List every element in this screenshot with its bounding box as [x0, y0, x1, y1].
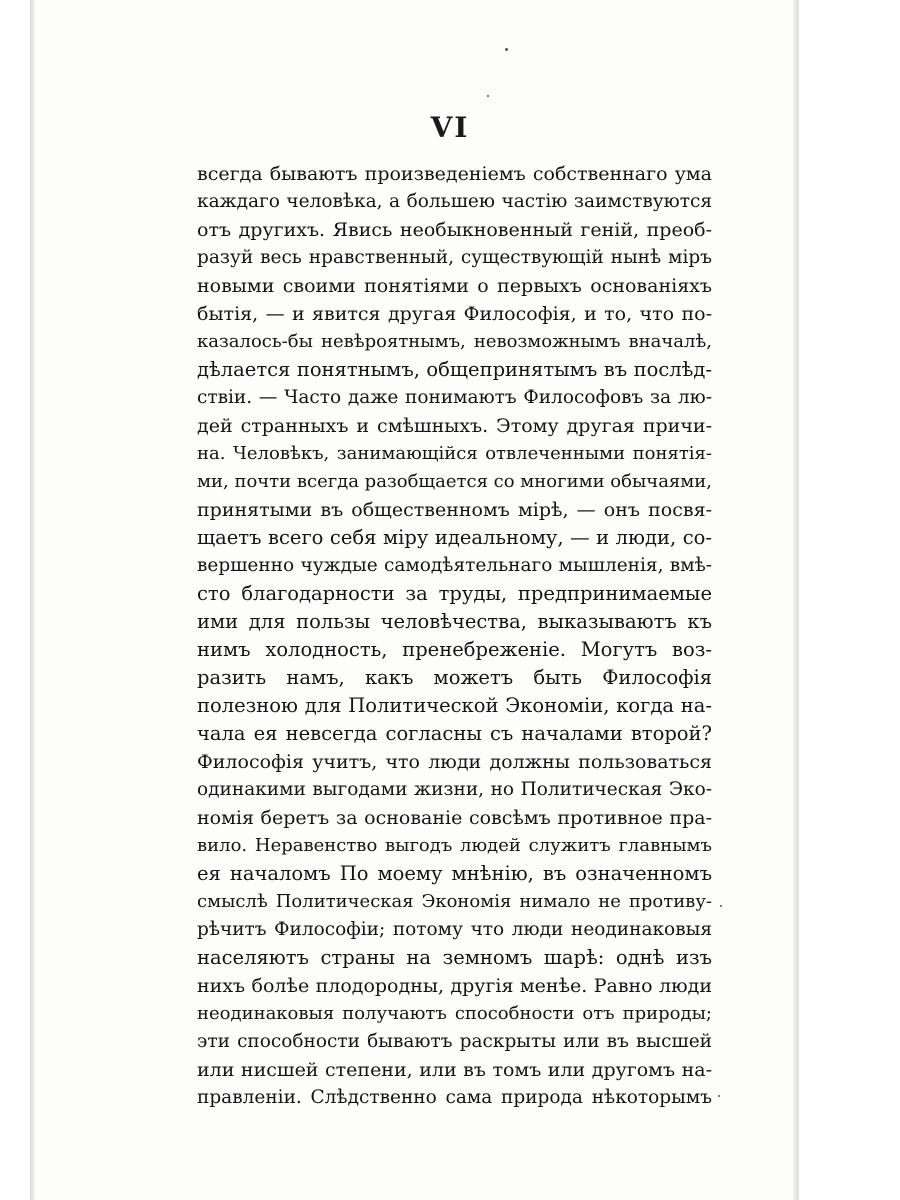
text-line: населяютъ страны на земномъ шарѣ: однѣ изъ [197, 946, 712, 969]
page-number: VI [430, 111, 470, 144]
text-line: новыми своими понятіями о первыхъ основаніяхъ [197, 275, 712, 297]
text-line: чала ея невсегда согласны съ началами второй? [197, 722, 712, 745]
text-line: разуй весь нравственный, существующій нынѣ міръ [197, 247, 712, 268]
text-line: эти способности бываютъ раскрыты или въ высшей [197, 1031, 712, 1052]
text-line: сто благодарности за труды, предпринимаемые [197, 582, 712, 605]
text-line: дей странныхъ и смѣшныхъ. Этому другая причи- [197, 415, 712, 437]
text-line: правленіи. Слѣдственно сама природа нѣкоторымъ [197, 1087, 712, 1108]
text-line: смыслѣ Политическая Экономія нимало не противу- [197, 891, 712, 912]
text-line: рѣчитъ Философіи; потому что люди неодинаковыя [197, 919, 712, 940]
text-line: ими для пользы человѣчества, выказываютъ къ [197, 610, 712, 633]
text-line: каждаго человѣка, а большею частію заимствуются [197, 191, 712, 212]
text-line: щаетъ всего себя міру идеальному, — и люди, со- [197, 526, 712, 549]
text-line: дѣлается понятнымъ, общепринятымъ въ послѣд- [197, 358, 712, 381]
text-line: номія беретъ за основаніе совсѣмъ противное пра- [197, 807, 712, 829]
text-line: Философія учитъ, что люди должны пользоваться [197, 751, 712, 773]
text-line: на. Человѣкъ, занимающійся отвлеченными понятія- [197, 443, 712, 464]
text-line: нимъ холодность, пренебреженіе. Могутъ воз- [197, 638, 712, 661]
text-line: всегда бываютъ произведеніемъ собственнаго ума [197, 163, 712, 185]
text-line: казалось-бы невѣроятнымъ, невозможнымъ вначалѣ, [197, 331, 712, 352]
text-line: ми, почти всегда разобщается со многими обычаями, [197, 471, 712, 492]
text-line: или нисшей степени, или въ томъ или другомъ на- [197, 1059, 712, 1081]
text-line: вершенно чуждые самодѣятельнаго мышленія, вмѣ- [197, 555, 712, 576]
text-line: ея началомъ По моему мнѣнію, въ означенномъ [197, 862, 712, 885]
text-line: полезною для Политической Экономіи, когда на- [197, 694, 712, 717]
text-line: разить намъ, какъ можетъ быть Философія [197, 666, 712, 689]
body-text [197, 160, 712, 1112]
text-line: принятыми въ общественномъ мірѣ, — онъ посвя- [197, 499, 712, 521]
scan-speck [720, 905, 722, 907]
scan-speck [718, 1095, 720, 1097]
text-line: нихъ болѣе плодородны, другія менѣе. Равно люди [197, 975, 712, 997]
scan-speck [505, 48, 508, 51]
text-line: одинакими выгодами жизни, но Политическая Эко- [197, 779, 712, 800]
text-line: вило. Неравенство выгодъ людей служитъ главнымъ [197, 835, 712, 856]
text-line: ствіи. — Часто даже понимаютъ Философовъ за лю- [197, 387, 712, 408]
page-edge-right [793, 0, 799, 1200]
scan-speck [487, 95, 489, 97]
text-line: бытія, — и явится другая Философія, и то, что по- [197, 303, 712, 325]
text-line: отъ другихъ. Явись необыкновенный геній, преоб- [197, 219, 712, 241]
text-line: неодинаковыя получаютъ способности отъ природы; [197, 1003, 712, 1024]
